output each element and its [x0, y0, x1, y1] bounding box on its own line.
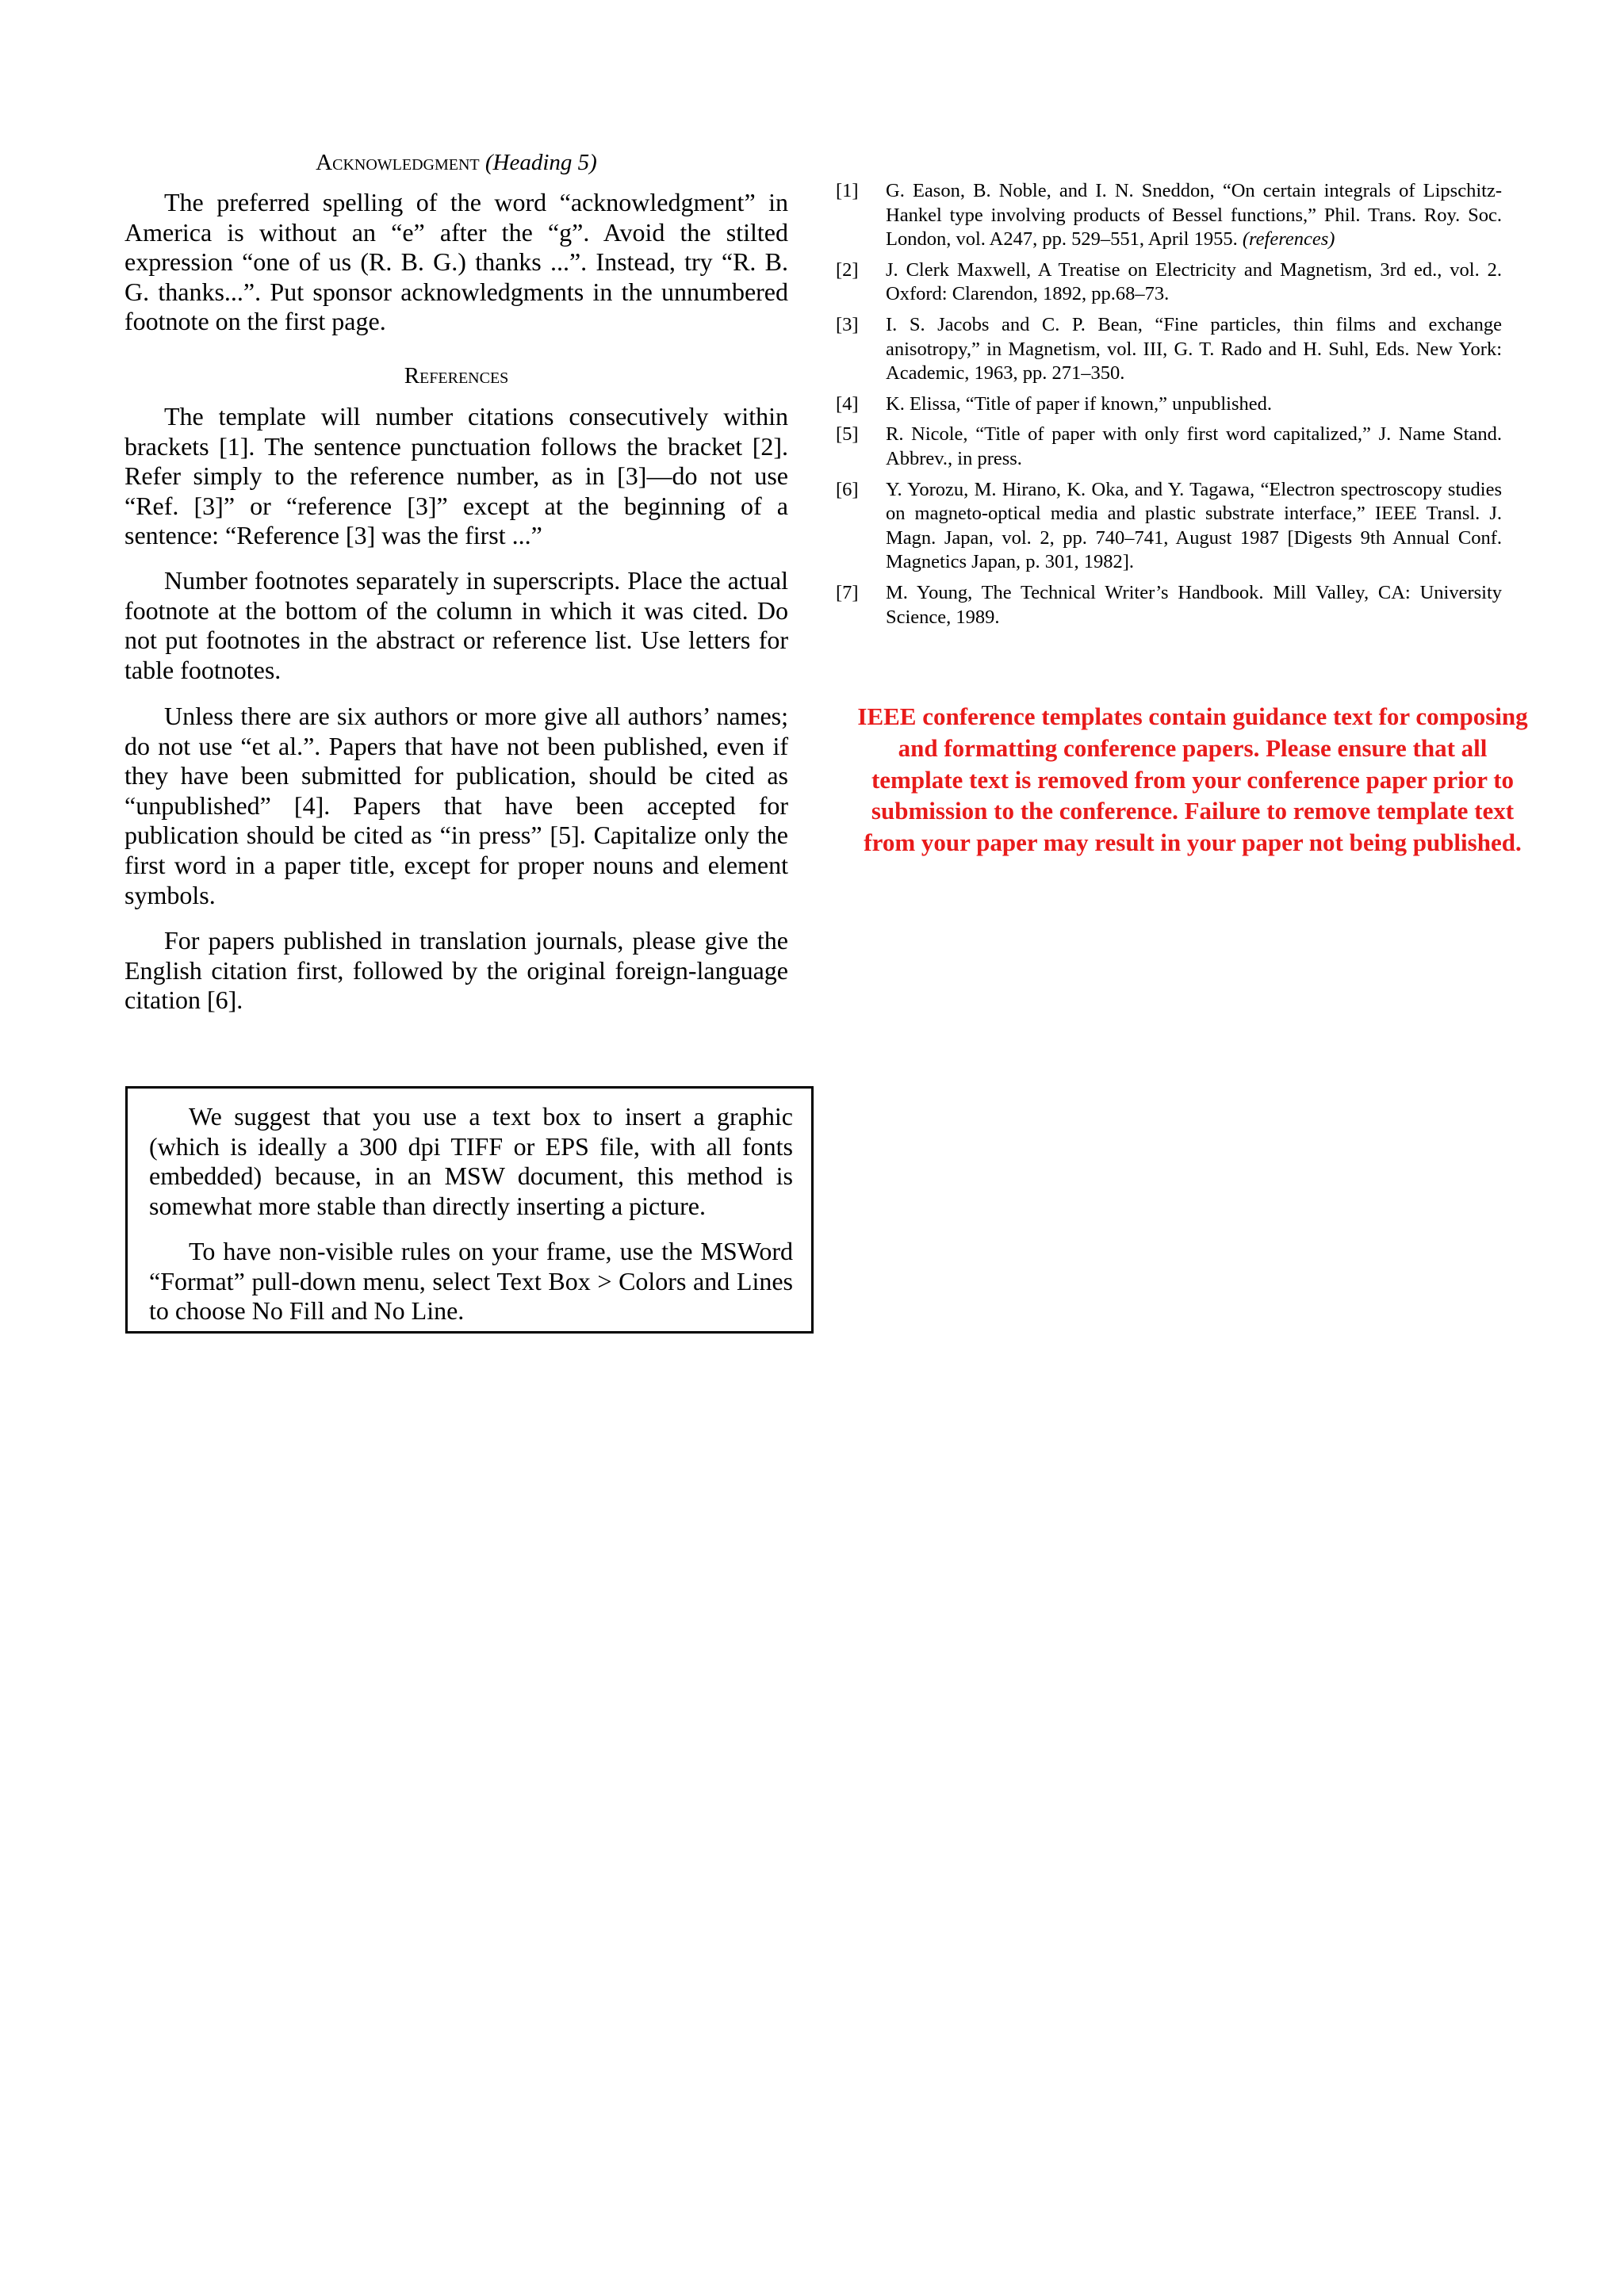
references-heading	[124, 361, 788, 391]
reference-number: [2]	[836, 258, 859, 281]
acknowledgment-paragraph: The preferred spelling of the word “acknowledgment” in America is without an “e” after the “g”. Avoid the stilted expression “one of us (R. B. G.) thanks ...”. Instead, try “R. B. G. thanks...”. Put sponsor acknowledgments in the unnumbered footnote on the first page.	[124, 188, 788, 336]
reference-item	[836, 313, 1502, 386]
references-heading-label: References	[404, 363, 509, 388]
reference-text: M. Young, The Technical Writer’s Handbook. Mill Valley, CA: University Science, 1989.	[886, 581, 1502, 628]
reference-note: (references)	[1242, 228, 1335, 251]
reference-item	[836, 179, 1502, 252]
reference-text: I. S. Jacobs and C. P. Bean, “Fine particles, thin films and exchange anisotropy,” in Magnetism, vol. III, G. T. Rado and H. Suhl, Eds. New York: Academic, 1963, pp. 271–350.	[886, 313, 1502, 385]
graphic-text-box	[125, 1086, 814, 1334]
references-paragraph-footnotes: Number footnotes separately in superscripts. Place the actual footnote at the bottom of the column in which it was cited. Do not put footnotes in the abstract or reference list. Use letters for table footnotes.	[124, 566, 788, 684]
reference-list	[836, 179, 1502, 636]
reference-item	[836, 581, 1502, 629]
reference-text: K. Elissa, “Title of paper if known,” unpublished.	[886, 392, 1272, 415]
reference-item	[836, 478, 1502, 575]
template-warning-notice: IEEE conference templates contain guidance text for composing and formatting conference papers. Please ensure that all template text is removed from your conference paper prior to submission to the conference. Failure to remove template text from your paper may result in your paper not being published.	[857, 702, 1528, 857]
reference-number: [7]	[836, 581, 859, 603]
acknowledgment-heading-note: (Heading 5)	[479, 150, 597, 175]
reference-text: R. Nicole, “Title of paper with only first word capitalized,” J. Name Stand. Abbrev., in press.	[886, 423, 1502, 469]
reference-item	[836, 258, 1502, 307]
text-box-paragraph-graphic: We suggest that you use a text box to insert a graphic (which is ideally a 300 dpi TIFF or EPS file, with all fonts embedded) because, in an MSW document, this method is somewhat more stable than directly inserting a picture.	[149, 1102, 793, 1220]
references-paragraph-authors: Unless there are six authors or more give all authors’ names; do not use “et al.”. Papers that have not been published, even if they have been submitted for publication, should be cited as “unpublished” [4]. Papers that have been accepted for publication should be cited as “in press” [5]. Capitalize only the first word in a paper title, except for proper nouns and element symbols.	[124, 702, 788, 909]
reference-text: J. Clerk Maxwell, A Treatise on Electricity and Magnetism, 3rd ed., vol. 2. Oxford: Clarendon, 1892, pp.68–73.	[886, 258, 1502, 305]
reference-item	[836, 392, 1502, 417]
reference-item	[836, 423, 1502, 471]
reference-text: Y. Yorozu, M. Hirano, K. Oka, and Y. Tagawa, “Electron spectroscopy studies on magneto-optical media and plastic substrate interface,” IEEE Transl. J. Magn. Japan, vol. 2, pp. 740–741, August 1987 [Digests 9th Annual Conf. Magnetics Japan, p. 301, 1982].	[886, 478, 1502, 573]
reference-number: [6]	[836, 478, 859, 500]
reference-number: [4]	[836, 392, 859, 415]
reference-text: G. Eason, B. Noble, and I. N. Sneddon, “On certain integrals of Lipschitz-Hankel type involving products of Bessel functions,” Phil. Trans. Roy. Soc. London, vol. A247, pp. 529–551, April 1955.	[886, 180, 1502, 251]
reference-number: [5]	[836, 423, 859, 446]
text-box-paragraph-rules: To have non-visible rules on your frame, use the MSWord “Format” pull-down menu, select Text Box > Colors and Lines to choose No Fill and No Line.	[149, 1237, 793, 1326]
references-paragraph-translation: For papers published in translation journals, please give the English citation first, followed by the original foreign-language citation [6].	[124, 926, 788, 1015]
references-paragraph-citations: The template will number citations consecutively within brackets [1]. The sentence punctuation follows the bracket [2]. Refer simply to the reference number, as in [3]—do not use “Ref. [3]” or “reference [3]” except at the beginning of a sentence: “Reference [3] was the first ...”	[124, 402, 788, 550]
acknowledgment-heading-label: Acknowledgment	[316, 150, 480, 175]
reference-number: [3]	[836, 313, 859, 335]
reference-number: [1]	[836, 180, 859, 201]
acknowledgment-heading	[124, 147, 788, 178]
